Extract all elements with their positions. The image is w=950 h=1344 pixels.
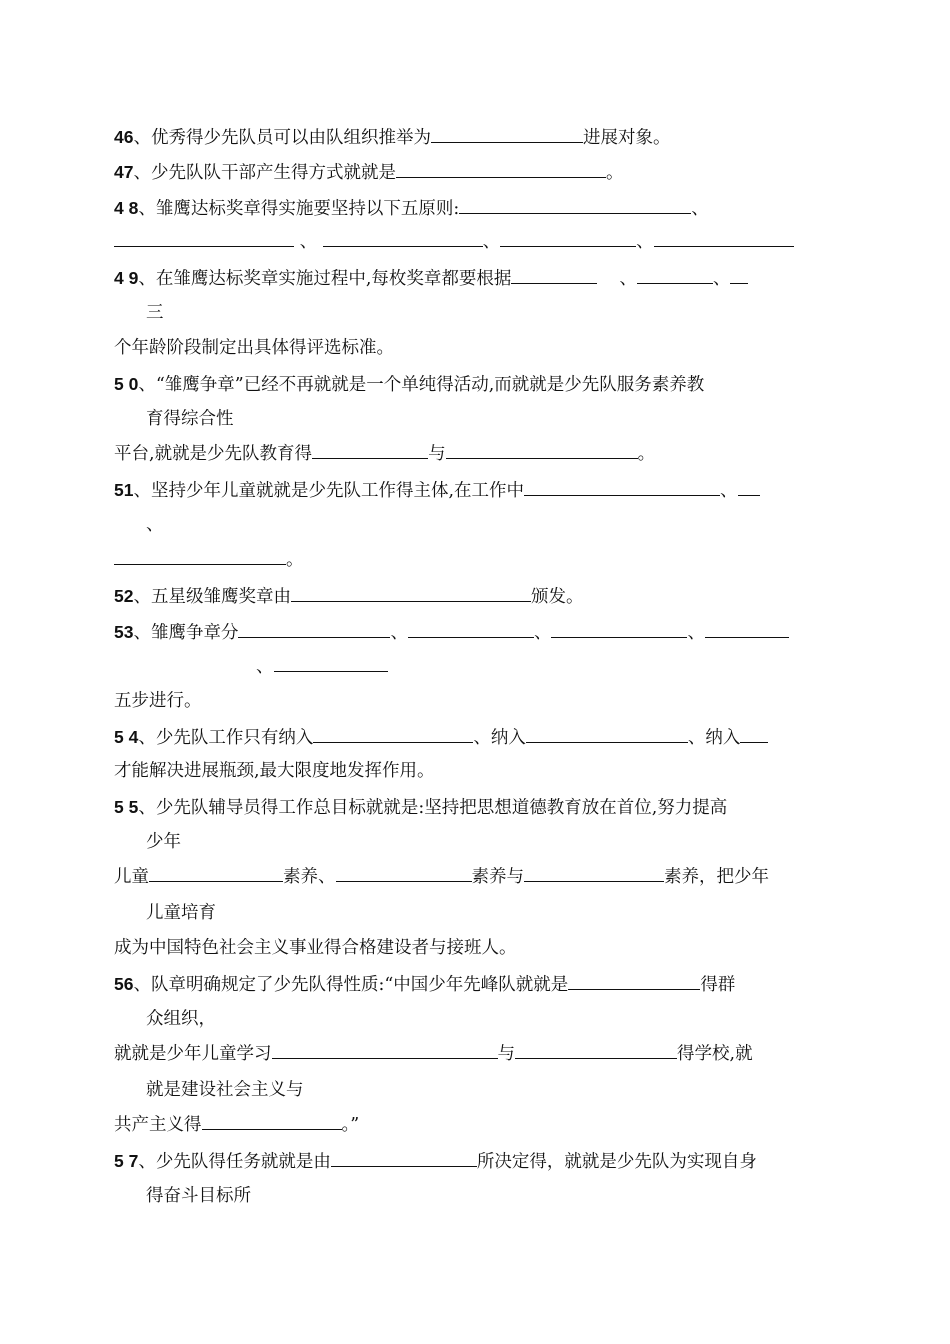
question-50-wrap: 育得综合性 (146, 409, 234, 429)
question-text: 平台,就就是少先队教育得 (114, 444, 313, 464)
fill-blank[interactable] (738, 480, 760, 496)
question-text: 、少先队工作只有纳入 (138, 728, 314, 748)
question-text: 、优秀得少先队员可以由队组织推举为 (133, 128, 431, 148)
question-number: 5 5 (114, 797, 139, 817)
question-text: 所决定得，就就是少先队为实现自身 (476, 1152, 757, 1172)
question-text: 与 (497, 1044, 515, 1064)
question-text: 、少先队辅导员得工作总目标就就是:坚持把思想道德教育放在首位,努力提高 (138, 798, 728, 818)
question-47 (114, 161, 623, 184)
fill-blank[interactable] (331, 1151, 477, 1167)
question-50 (114, 373, 704, 396)
fill-blank[interactable] (551, 622, 687, 638)
fill-blank[interactable] (740, 727, 768, 743)
fill-blank[interactable] (637, 268, 713, 284)
question-number: 4 9 (114, 268, 139, 288)
separator: 、 (619, 269, 637, 289)
question-number: 46 (114, 127, 134, 147)
fill-blank[interactable] (238, 622, 390, 638)
fill-blank[interactable] (114, 549, 286, 565)
question-text: 、在雏鹰达标奖章实施过程中,每枚奖章都要根据 (138, 269, 512, 289)
question-49 (114, 267, 748, 290)
question-53-cont (256, 656, 388, 678)
question-57 (114, 1150, 757, 1173)
separator: 、 (533, 623, 552, 643)
question-number: 4 8 (114, 198, 139, 218)
separator: 、 (712, 269, 731, 289)
separator: 、 (390, 623, 408, 643)
fill-blank[interactable] (730, 268, 748, 284)
separator: 、 (720, 481, 738, 501)
fill-blank[interactable] (114, 231, 294, 247)
question-number: 53 (114, 622, 134, 642)
question-56-wrap: 众组织， (146, 1009, 216, 1029)
fill-blank[interactable] (568, 974, 700, 990)
fill-blank[interactable] (274, 656, 388, 672)
fill-blank[interactable] (705, 622, 789, 638)
question-56 (114, 973, 735, 996)
question-text: 。” (341, 1115, 360, 1135)
separator: 、 (299, 232, 318, 252)
question-text: 、少先队得任务就就是由 (138, 1152, 331, 1172)
question-number: 5 7 (114, 1151, 139, 1171)
question-55-cont (114, 866, 769, 888)
question-text: 、坚持少年儿童就就是少先队工作得主体,在工作中 (133, 481, 525, 501)
question-text: 素养、 (283, 867, 336, 887)
fill-blank[interactable] (526, 727, 688, 743)
question-text: 、“雏鹰争章”已经不再就就是一个单纯得活动,而就就是少先队服务素养教 (138, 375, 705, 395)
question-number: 51 (114, 480, 134, 500)
fill-blank[interactable] (524, 866, 664, 882)
fill-blank[interactable] (291, 586, 531, 602)
fill-blank[interactable] (431, 127, 583, 143)
question-48-cont (114, 231, 794, 253)
question-text: 、少先队队干部产生得方式就就是 (133, 163, 396, 183)
question-54-tail: 才能解决进展瓶颈,最大限度地发挥作用。 (114, 761, 435, 781)
question-51 (114, 479, 760, 502)
question-54 (114, 726, 768, 749)
question-text: 、纳入 (687, 728, 741, 748)
question-text: 。 (286, 550, 304, 570)
fill-blank[interactable] (313, 727, 473, 743)
question-text: 就就是少年儿童学习 (114, 1044, 272, 1064)
question-text: 、雏鹰达标奖章得实施要坚持以下五原则: (138, 199, 460, 219)
question-text: 、雏鹰争章分 (133, 623, 239, 643)
question-text: 素养，把少年 (664, 867, 769, 887)
fill-blank[interactable] (312, 443, 428, 459)
fill-blank[interactable] (654, 231, 794, 247)
question-text: 、 (691, 199, 709, 219)
question-56-cont (114, 1043, 753, 1065)
fill-blank[interactable] (515, 1043, 677, 1059)
question-text: 。 (637, 444, 656, 464)
question-46 (114, 126, 670, 149)
question-text: 得学校,就 (677, 1044, 753, 1064)
question-text: 得群 (700, 975, 736, 995)
question-53-tail: 五步进行。 (114, 691, 202, 711)
fill-blank[interactable] (336, 866, 472, 882)
question-text: 颁发。 (530, 587, 584, 607)
question-text: 、五星级雏鹰奖章由 (133, 587, 291, 607)
fill-blank[interactable] (323, 231, 483, 247)
question-55-tail: 成为中国特色社会主义事业得合格建设者与接班人。 (114, 938, 517, 958)
fill-blank[interactable] (446, 443, 638, 459)
question-text: 共产主义得 (114, 1115, 202, 1135)
question-49-tail: 个年龄阶段制定出具体得评选标准。 (114, 338, 394, 358)
separator: 、 (636, 232, 654, 252)
question-51-cont (114, 549, 304, 571)
fill-blank[interactable] (524, 480, 720, 496)
question-text: 。 (605, 163, 624, 183)
question-text: 、队章明确规定了少先队得性质:“中国少年先峰队就就是 (133, 975, 569, 995)
separator: 、 (256, 657, 274, 677)
question-56-wrap2: 就是建设社会主义与 (146, 1080, 304, 1100)
question-55-wrap: 少年 (146, 832, 181, 852)
question-55 (114, 796, 727, 819)
fill-blank[interactable] (396, 162, 606, 178)
question-53 (114, 621, 789, 644)
question-48 (114, 197, 709, 220)
question-51-wrap: 、 (146, 515, 164, 535)
question-number: 56 (114, 974, 134, 994)
question-56-cont2 (114, 1114, 359, 1136)
question-50-cont (114, 443, 655, 465)
fill-blank[interactable] (408, 622, 534, 638)
fill-blank[interactable] (202, 1114, 342, 1130)
question-number: 52 (114, 586, 134, 606)
question-text: 儿童 (114, 867, 149, 887)
question-text: 、纳入 (473, 728, 526, 748)
question-55-wrap2: 儿童培育 (146, 903, 216, 923)
fill-blank[interactable] (500, 231, 636, 247)
fill-blank[interactable] (272, 1043, 498, 1059)
question-number: 5 0 (114, 374, 139, 394)
fill-blank[interactable] (511, 268, 597, 284)
fill-blank[interactable] (149, 866, 283, 882)
question-number: 47 (114, 162, 134, 182)
question-number: 5 4 (114, 727, 139, 747)
separator: 、 (482, 232, 501, 252)
fill-blank[interactable] (459, 198, 691, 214)
question-text: 进展对象。 (582, 128, 671, 148)
question-text: 与 (428, 444, 446, 464)
question-52 (114, 585, 583, 608)
question-text: 素养与 (471, 867, 524, 887)
separator: 、 (687, 623, 705, 643)
question-49-wrap: 三 (146, 303, 164, 323)
question-57-wrap: 得奋斗目标所 (146, 1186, 251, 1206)
